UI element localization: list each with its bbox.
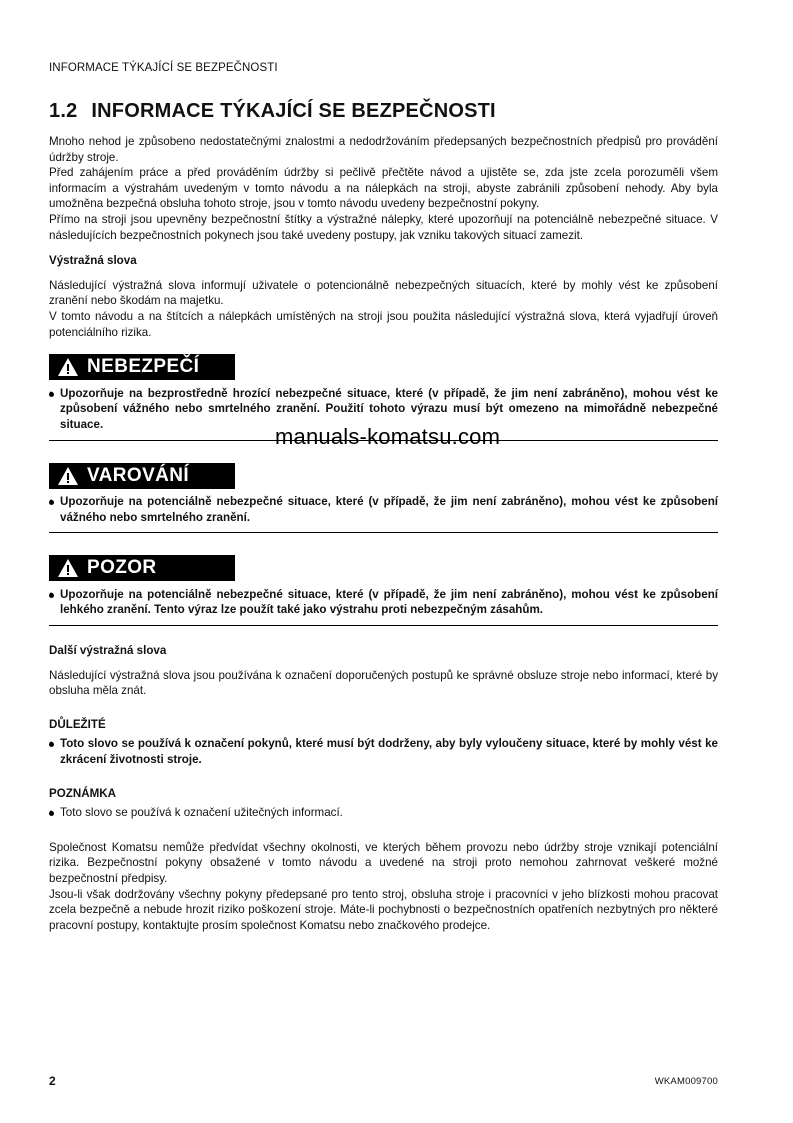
section-title-text: INFORMACE TÝKAJÍCÍ SE BEZPEČNOSTI	[91, 100, 496, 122]
caution-block	[49, 555, 718, 626]
closing-paragraph-1: Společnost Komatsu nemůže předvídat všechny okolnosti, ve kterých během provozu nebo údržby stroje vznikají potenciální rizika. Bezpečnostní pokyny obsažené v tomto návodu a uvedené na stroji proto nemohou zahrnovat veškeré možné bezpečnostní předpisy.	[49, 840, 718, 885]
caution-text-content: Upozorňuje na potenciálně nebezpečné situace, které (v případě, že jim není zabráněno), mohou vést ke způsobení lehkého zranění. Tento výraz lze použít také jako výstrahu proti nebezpečným zásahům.	[60, 587, 718, 617]
caution-signal-label	[49, 555, 235, 581]
note-heading: POZNÁMKA	[49, 786, 116, 800]
section-number: 1.2	[49, 100, 78, 122]
bullet-icon	[49, 500, 54, 505]
important-text-content: Toto slovo se používá k označení pokynů, které musí být dodrženy, aby byly vyloučeny situace, které by mohly vést ke zkrácení životnosti stroje.	[60, 737, 718, 767]
bullet-icon	[49, 593, 54, 598]
danger-text-content: Upozorňuje na bezprostředně hrozící nebezpečné situace, které (v případě, že jim není zabráněno), mohou vést ke způsobení vážného nebo smrtelného zranění. Použití tohoto výrazu musí být omezeno na mimořádně nebezpečné situace.	[60, 386, 718, 431]
bullet-icon	[49, 392, 54, 397]
warning-text-content: Upozorňuje na potenciálně nebezpečné situace, které (v případě, že jim není zabráněno), mohou vést ke způsobení vážného nebo smrtelného zranění.	[60, 495, 718, 524]
danger-signal-label	[49, 354, 235, 380]
caution-rule	[49, 587, 718, 626]
closing-paragraph-2: Jsou-li však dodržovány všechny pokyny předepsané pro tento stroj, obsluha stroje i pracovníci v jeho blízkosti mohou pracovat zcela bezpečně a nebude hrozit riziko poškození stroje. Máte-li pochybnosti o bezpečnostních opatřeních nezbytných pro některé pracovní postupy, kontaktujte prosím společnost Komatsu nebo značkového prodejce.	[49, 887, 718, 932]
danger-label-text: NEBEZPEČÍ	[87, 356, 200, 378]
page-number: 2	[49, 1074, 56, 1088]
warning-rule	[49, 494, 718, 533]
running-header: INFORMACE TÝKAJÍCÍ SE BEZPEČNOSTI	[49, 62, 278, 74]
caution-label-text: POZOR	[87, 557, 157, 579]
document-code: WKAM009700	[654, 1076, 718, 1087]
watermark: manuals-komatsu.com	[275, 424, 501, 449]
warning-triangle-icon	[57, 558, 79, 578]
warning-block	[49, 463, 718, 534]
warning-text	[49, 494, 718, 525]
main-content	[49, 134, 718, 933]
intro-paragraph-2: Před zahájením práce a před prováděním údržby si pečlivě přečtěte návod a ujistěte se, zda jste zcela porozuměli všem informacím a výstrahám uvedeným v tomto návodu a na nálepkách na stroji, abyste zabránili způsobení nehody. Aby byla umožněna bezpečná obsluha tohoto stroje, jsou v tomto návodu uvedeny bezpečnostní pokyny.	[49, 166, 718, 211]
note-text	[49, 805, 718, 821]
section-title	[49, 100, 496, 123]
bullet-icon	[49, 742, 54, 747]
note-text-content: Toto slovo se používá k označení užitečných informací.	[60, 806, 343, 820]
warning-triangle-icon	[57, 466, 79, 486]
warning-label-text: VAROVÁNÍ	[87, 464, 190, 486]
other-words-paragraph: Následující výstražná slova jsou používána k označení doporučených postupů ke správné obsluze stroje nebo informací, které by obsluha měla znát.	[49, 668, 718, 698]
important-heading: DŮLEŽITÉ	[49, 717, 106, 731]
warning-signal-label	[49, 463, 235, 489]
bullet-icon	[49, 811, 54, 816]
warning-words-paragraph-2: V tomto návodu a na štítcích a nálepkách umístěných na stroji jsou použita následující výstražná slova, která vyjadřují úroveň potenciálního rizika.	[49, 309, 718, 339]
intro-paragraph-3: Přímo na stroji jsou upevněny bezpečnostní štítky a výstražné nálepky, které upozorňují na potenciálně nebezpečné situace. V následujících bezpečnostních pokynech jsou také uvedeny postupy, jak vzniku takových situací zamezit.	[49, 212, 718, 242]
other-words-heading: Další výstražná slova	[49, 644, 167, 658]
warning-words-paragraph-1: Následující výstražná slova informují uživatele o potencionálně nebezpečných situacích, které by mohly vést ke způsobení zranění nebo škodám na majetku.	[49, 278, 718, 308]
intro-paragraph-1: Mnoho nehod je způsobeno nedostatečnými znalostmi a nedodržováním předepsaných bezpečnostních předpisů pro provádění údržby stroje.	[49, 135, 718, 164]
warning-words-heading: Výstražná slova	[49, 254, 137, 268]
caution-text	[49, 587, 718, 618]
important-text	[49, 736, 718, 767]
warning-triangle-icon	[57, 357, 79, 377]
